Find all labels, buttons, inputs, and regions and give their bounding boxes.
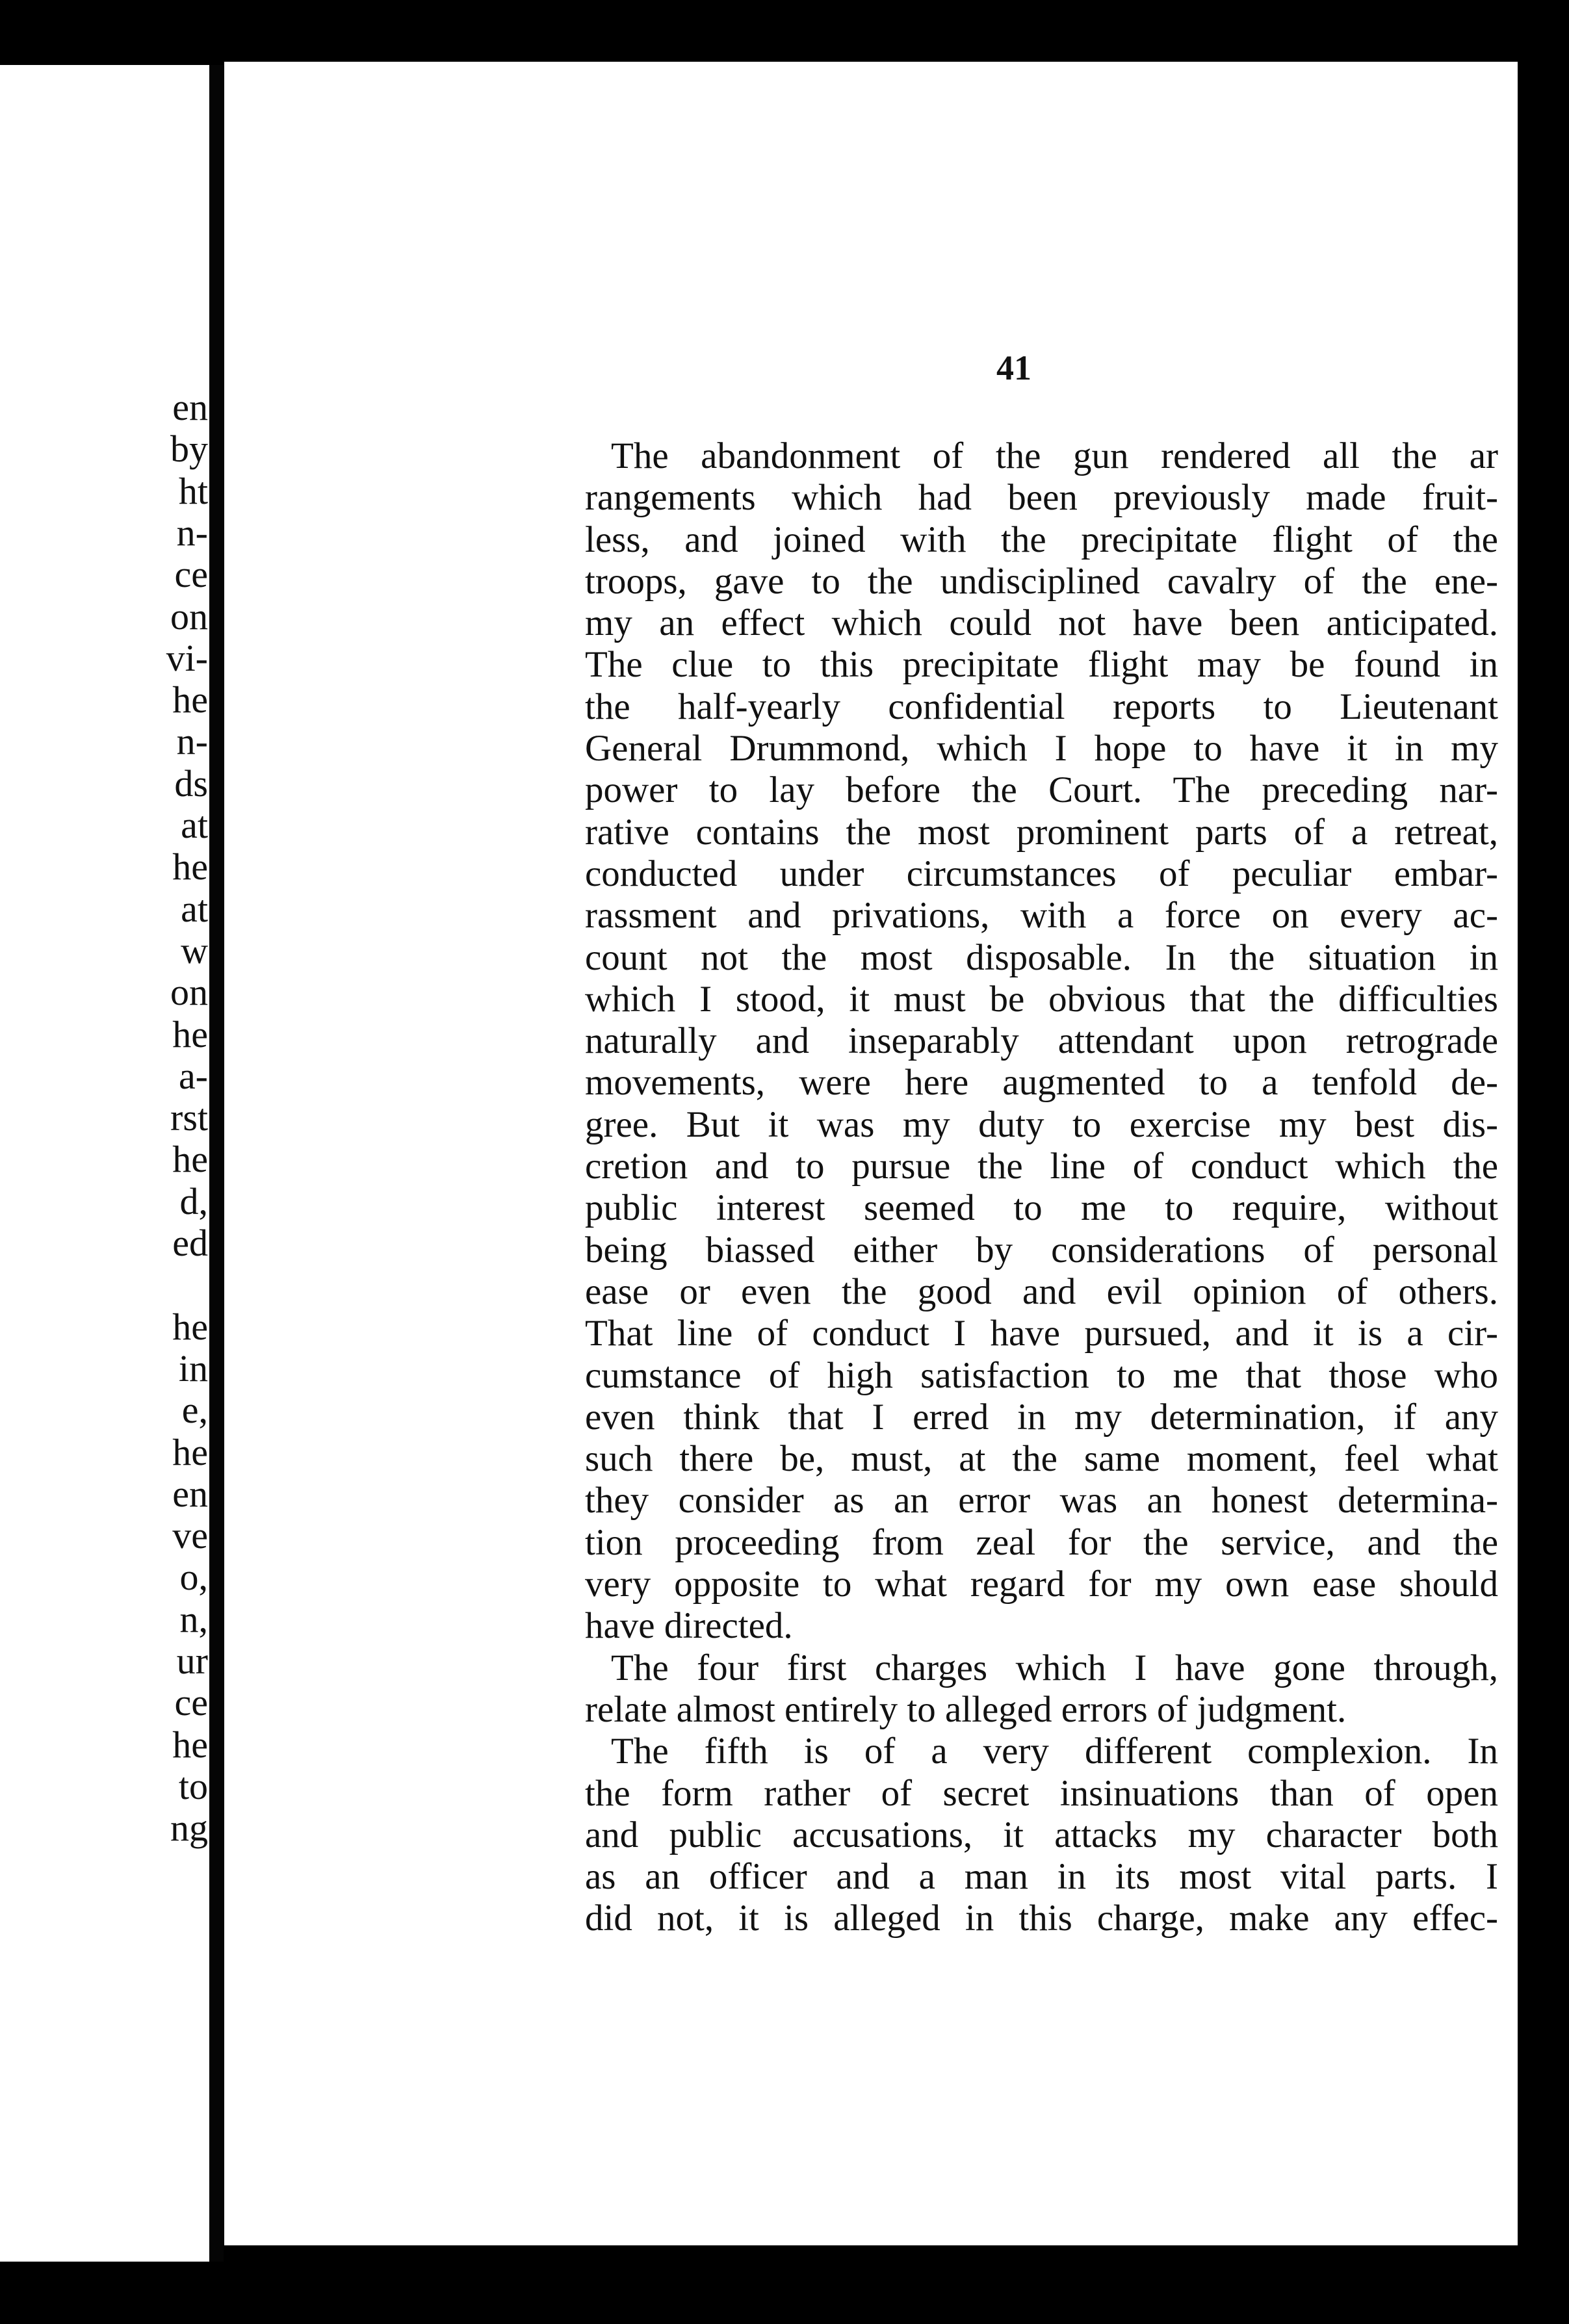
text-line: relate almost entirely to alleged errors of judgment.	[585, 1688, 1347, 1730]
text-line: which I stood, it must be obvious that the difficulties	[585, 978, 1498, 1020]
text-line: the half-yearly confidential reports to Lieutenant	[585, 686, 1498, 727]
facing-page-fragment: on	[170, 595, 208, 638]
facing-page-fragment: he	[172, 1305, 208, 1348]
facing-page-fragment: en	[172, 386, 208, 428]
facing-page-fragment: vi-	[166, 636, 208, 679]
text-line: my an effect which could not have been anticipated.	[585, 602, 1498, 644]
text-line: ease or even the good and evil opinion of others.	[585, 1271, 1498, 1312]
facing-page-fragment: at	[181, 804, 208, 846]
text-line: and public accusations, it attacks my character both	[585, 1814, 1498, 1855]
facing-page-fragment: n-	[176, 720, 208, 763]
text-line: movements, were here augmented to a tenfold de-	[585, 1062, 1498, 1104]
facing-page-fragment: he	[172, 678, 208, 721]
facing-page-fragment: he	[172, 1430, 208, 1473]
facing-page-fragment: ds	[174, 762, 208, 805]
facing-page	[0, 65, 209, 2262]
text-line: public interest seemed to me to require, without	[585, 1187, 1498, 1229]
text-line: rative contains the most prominent parts of a retreat,	[585, 811, 1498, 853]
text-line: have directed.	[585, 1605, 793, 1647]
page-gutter	[209, 65, 224, 2262]
facing-page-fragment: ed	[172, 1222, 208, 1264]
text-line: That line of conduct I have pursued, and it is a cir-	[585, 1313, 1498, 1354]
facing-page-fragment: to	[178, 1764, 208, 1807]
text-line: being biassed either by considerations of personal	[585, 1229, 1498, 1271]
text-line: power to lay before the Court. The preceding nar-	[585, 769, 1498, 811]
text-line: The four first charges which I have gone through,	[611, 1647, 1498, 1688]
facing-page-fragment: on	[170, 971, 208, 1014]
facing-page-fragment: at	[181, 887, 208, 930]
text-line: cumstance of high satisfaction to me that those who	[585, 1354, 1498, 1396]
facing-page-fragment: w	[181, 929, 208, 972]
text-line: rangements which had been previously made fruit-	[585, 477, 1498, 519]
text-line: The clue to this precipitate flight may be found in	[585, 644, 1498, 686]
facing-page-fragment: he	[172, 1013, 208, 1055]
facing-page-fragment: a-	[178, 1054, 208, 1097]
facing-page-fragment: ng	[170, 1807, 208, 1850]
text-line: troops, gave to the undisciplined cavalry of the ene-	[585, 560, 1498, 602]
facing-page-fragment: n-	[176, 511, 208, 554]
book-page	[224, 62, 1518, 2245]
facing-page-fragment: ht	[178, 469, 208, 512]
body-text	[585, 435, 1498, 1940]
facing-page-fragment: n,	[179, 1597, 208, 1640]
text-line: General Drummond, which I hope to have it in my	[585, 728, 1498, 769]
text-line: The fifth is of a very different complexion. In	[611, 1731, 1498, 1772]
facing-page-fragment: he	[172, 846, 208, 888]
facing-page-fragment: o,	[179, 1556, 208, 1599]
text-line: gree. But it was my duty to exercise my best dis-	[585, 1104, 1498, 1145]
text-line: such there be, must, at the same moment, feel what	[585, 1438, 1498, 1480]
facing-page-fragment: ur	[176, 1640, 208, 1682]
text-line: they consider as an error was an honest determina-	[585, 1480, 1498, 1521]
facing-page-fragment: ve	[172, 1514, 208, 1557]
facing-page-fragment: ce	[174, 1681, 208, 1724]
text-line: count not the most disposable. In the situation in	[585, 936, 1498, 978]
facing-page-fragment: by	[170, 428, 208, 471]
facing-page-fragment: he	[172, 1723, 208, 1766]
facing-page-fragment: rst	[170, 1096, 208, 1139]
text-line: as an officer and a man in its most vital parts. I	[585, 1856, 1498, 1898]
facing-page-fragment: d,	[179, 1180, 208, 1222]
text-line: less, and joined with the precipitate flight of the	[585, 519, 1498, 560]
text-line: The abandonment of the gun rendered all the ar	[611, 435, 1498, 476]
facing-page-fragment: e,	[181, 1389, 208, 1432]
text-line: even think that I erred in my determination, if any	[585, 1396, 1498, 1438]
facing-page-fragment: in	[178, 1347, 208, 1389]
text-line: rassment and privations, with a force on every ac-	[585, 895, 1498, 936]
text-line: conducted under circumstances of peculiar embar-	[585, 853, 1498, 894]
text-line: did not, it is alleged in this charge, make any effec-	[585, 1898, 1498, 1939]
text-line: tion proceeding from zeal for the service, and the	[585, 1521, 1498, 1563]
facing-page-fragment: he	[172, 1138, 208, 1181]
text-line: the form rather of secret insinuations than of open	[585, 1772, 1498, 1814]
page-number: 41	[996, 348, 1031, 387]
text-line: very opposite to what regard for my own ease should	[585, 1564, 1498, 1605]
text-line: cretion and to pursue the line of conduct which the	[585, 1146, 1498, 1187]
facing-page-fragment: en	[172, 1472, 208, 1515]
facing-page-fragment: ce	[174, 553, 208, 596]
text-line: naturally and inseparably attendant upon retrograde	[585, 1020, 1498, 1062]
